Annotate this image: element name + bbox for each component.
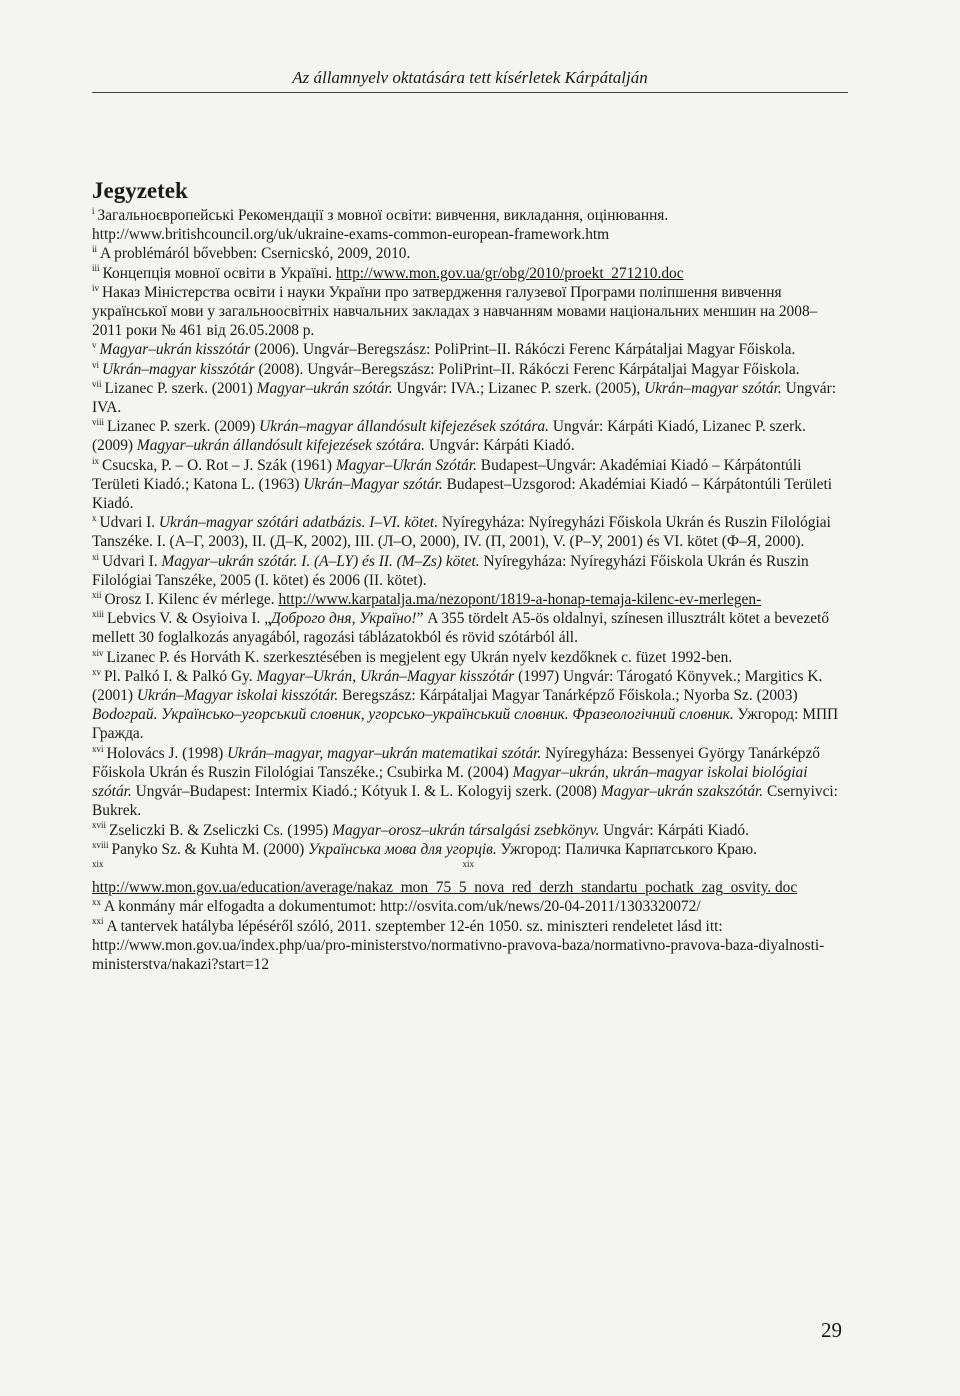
work-title: Magyar–ukrán kisszótár [99,341,251,359]
endnote-xiii [92,609,844,647]
work-title: Magyar–ukrán szótár. I. (A–LY) és II. (M–Zs) kötet. [161,552,480,570]
note-text: Udvari I. [102,552,162,570]
note-text: Nyíregyháza: Bessenyei György Tanárképző Főiskola Ukrán és Ruszin Filológiai Tanszéke.; Csubirka M. (2004) [92,744,820,781]
note-text: Lizanec P. szerk. (2009) [107,418,260,436]
endnote-marker: vii [92,378,102,389]
note-text: Ungvár: IVA.; Lizanec P. szerk. (2005), [392,379,645,397]
endnote-marker: xix [462,858,475,869]
endnote-ix [92,456,844,514]
note-text: ” A 355 tördelt A5-ös oldalnyi, színesen illusztrált kötet a bevezető mellett 30 foglalkozás anyagából, ragozási táblázatokból és rövid szótárból áll. [92,610,830,647]
note-text: Zseliczki B. & Zseliczki Cs. (1995) [109,821,333,839]
endnote-marker: xi [92,551,100,562]
note-text: Csucska, P. – O. Rot – J. Szák (1961) [102,456,336,474]
endnote-vii [92,379,844,417]
endnote-marker: xvii [92,820,107,831]
endnote-marker: xv [92,666,101,677]
endnote-i [92,206,844,244]
work-title: Magyar–ukrán, ukrán–magyar iskolai biológiai szótár. [92,763,808,801]
work-title: Українська мова для угорців. [308,840,497,858]
note-text: Budapest–Uzsgorod: Akadémiai Kiadó – Kárpátontúli Területi Kiadó. [92,475,833,513]
note-text: Концепція мовної освіти в Україні. [102,264,336,282]
endnote-xix [92,859,844,897]
endnote-xv [92,667,844,744]
work-title: Magyar–ukrán szótár. [256,379,393,397]
endnote-marker: iv [92,282,100,293]
endnote-xxi [92,917,844,975]
endnote-marker: ii [92,244,98,255]
endnote-marker: xviii [92,839,109,850]
work-title: Ukrán–magyar szótár. [644,379,782,397]
endnote-xii [92,590,844,609]
endnote-marker: x [92,513,97,524]
note-text: Ungvár: Kárpáti Kiadó. [599,821,749,839]
endnote-marker: xvi [92,743,104,754]
note-link[interactable]: http://www.mon.gov.ua/education/average/nakaz_mon_75_5_nova_red_derzh_standartu_pochatk_zag_osvity. doc [92,879,798,897]
endnote-iv [92,283,844,341]
work-title: Magyar–ukrán szakszótár. [600,783,764,801]
note-text: Загальноєвропейські Рекомендації з мовної освіти: вивчення, викладання, оцінювання. http://www.britishcouncil.org/uk/ukraine-exams-common-european-framework.htm [92,207,669,244]
endnote-marker: xx [92,897,101,908]
work-title: Ukrán–magyar kisszótár [102,360,255,378]
endnote-marker: xiv [92,647,104,658]
work-title: Ukrán–magyar szótári adatbázis. I–VI. kötet. [158,514,439,532]
endnote-marker: xix [92,858,104,869]
note-text: Ungvár: IVA. [92,379,837,417]
endnote-viii [92,417,844,455]
endnote-vi [92,360,844,379]
endnote-marker: xii [92,589,102,600]
endnote-marker: xxi [92,916,104,927]
note-text: Budapest–Ungvár: Akadémiai Kiadó – Kárpátontúli Területi Kiadó.; Katona L. (1963) [92,456,802,493]
note-text: A tantervek hatályba lépéséről szóló, 2011. szeptember 12-én 1050. sz. miniszteri rendeletet lásd itt: http://www.mon.gov.ua/index.php/ua/pro-ministerstvo/normativno-pravova-baza/normativno-pravova-baza-diyalnosti-ministerstva/nakazi?start=12 [92,917,825,973]
work-title: Ukrán–magyar állandósult kifejezések szótára. [259,418,549,436]
work-title: Доброго дня, Україно! [271,610,417,628]
work-title: Magyar–orosz–ukrán társalgási zsebkönyv. [332,821,600,839]
endnote-xvi [92,744,844,821]
endnote-iii [92,264,844,283]
note-text: A konmány már elfogadta a dokumentumot: http://osvita.com/uk/news/20-04-2011/1303320072/ [104,898,701,916]
note-text: Lizanec P. és Horváth K. szerkesztésében is megjelent egy Ukrán nyelv kezdőknek c. füzet 1992-ben. [106,648,733,666]
work-title: Magyar–ukrán állandósult kifejezések szótára. [136,437,425,455]
work-title: Ukrán–Magyar szótár. [303,475,443,493]
note-text: (2008). Ungvár–Beregszász: PoliPrint–II. Rákóczi Ferenc Kárpátaljai Magyar Főiskola. [254,360,800,378]
note-link[interactable]: http://www.karpatalja.ma/nezopont/1819-a-honap-temaja-kilenc-ev-merlegen- [278,591,762,609]
endnote-ii [92,244,844,263]
running-head: Az államnyelv oktatására tett kísérletek Kárpátalján [92,68,848,93]
work-title: Ukrán–magyar, magyar–ukrán matematikai szótár. [227,744,542,762]
endnote-xviii [92,840,844,859]
note-text: Ungvár: Kárpáti Kiadó, Lizanec P. szerk. (2009) [92,418,806,455]
endnote-marker: i [92,205,95,216]
note-text: Csernyivci: Bukrek. [92,783,838,820]
note-text: Orosz I. Kilenc év mérlege. [104,591,279,609]
note-text: Panyko Sz. & Kuhta M. (2000) [111,840,309,858]
note-link[interactable]: http://www.mon.gov.ua/gr/obg/2010/proekt_271210.doc [335,264,684,282]
endnote-xx [92,897,844,916]
note-text: Ungvár–Budapest: Intermix Kiadó.; Kótyuk I. & L. Kologyij szerk. (2008) [131,783,601,801]
note-text: Beregszász: Kárpátaljai Magyar Tanárképző Főiskola.; Nyorba Sz. (2003) [338,687,798,705]
note-text: Ungvár: Kárpáti Kiadó. [425,437,575,455]
note-text: Nyíregyháza: Nyíregyházi Főiskola Ukrán és Ruszin Filológiai Tanszéke. I. (A–Г, 2003), II. (Д–К, 2002), III. (Л–О, 2000), IV. (П, 2001), V. (Р–У, 2001) és VI. kötet (Ф–Я, 2000). [92,514,831,551]
note-text: Lizanec P. szerk. (2001) [104,379,257,397]
endnote-marker: vi [92,359,100,370]
work-title: Magyar–Ukrán Szótár. [335,456,477,474]
endnote-marker: xiii [92,609,105,620]
endnote-xiv [92,648,844,667]
note-text: Lebvics V. & Osyioiva I. „ [107,610,272,628]
note-text: Nyíregyháza: Nyíregyházi Főiskola Ukrán és Ruszin Filológiai Tanszéke, 2005 (I. kötet) és 2006 (II. kötet). [92,552,809,589]
endnote-v [92,340,844,359]
note-text: A problémáról bővebben: Csernicskó, 2009, 2010. [100,245,411,263]
endnote-marker: iii [92,263,100,274]
note-text: (1997) Ungvár: Tárogató Könyvek.; Margitics K. (2001) [92,667,823,705]
work-title: Magyar–Ukrán, Ukrán–Magyar kisszótár [256,667,515,685]
endnote-marker: v [92,340,97,351]
endnote-x [92,513,844,551]
note-text: Holovács J. (1998) [106,744,228,762]
work-title: Ukrán–Magyar iskolai kisszótár. [136,687,339,705]
endnote-marker: viii [92,417,105,428]
endnote-xvii [92,821,844,840]
work-title: Вodoграй. Українсько–угорський словник, угорсько–український словник. Фразеологічний словник. [92,706,734,724]
endnote-xi [92,552,844,590]
note-text: (2006). Ungvár–Beregszász: PoliPrint–II. Rákóczi Ferenc Kárpátaljai Magyar Főiskola. [250,341,796,359]
note-text: Pl. Palkó I. & Palkó Gy. [104,667,257,685]
endnotes-list [92,206,844,974]
note-text: Udvari I. [99,514,159,532]
page-number: 29 [821,1318,842,1342]
note-text: Ужгород: Паличка Карпатського Краю. [496,840,757,858]
section-heading: Jegyzetek [92,178,188,203]
endnote-marker: ix [92,455,100,466]
note-text: Ужгород: МПП Гражда. [92,706,839,743]
note-text: Наказ Міністерства освіти і науки України про затвердження галузевої Програми поліпшення вивчення української мови у загальноосвітніх навчальних закладах з навчанням мовами національних меншин на 2008–2011 роки № 461 від 26.05.2008 р. [92,283,818,340]
